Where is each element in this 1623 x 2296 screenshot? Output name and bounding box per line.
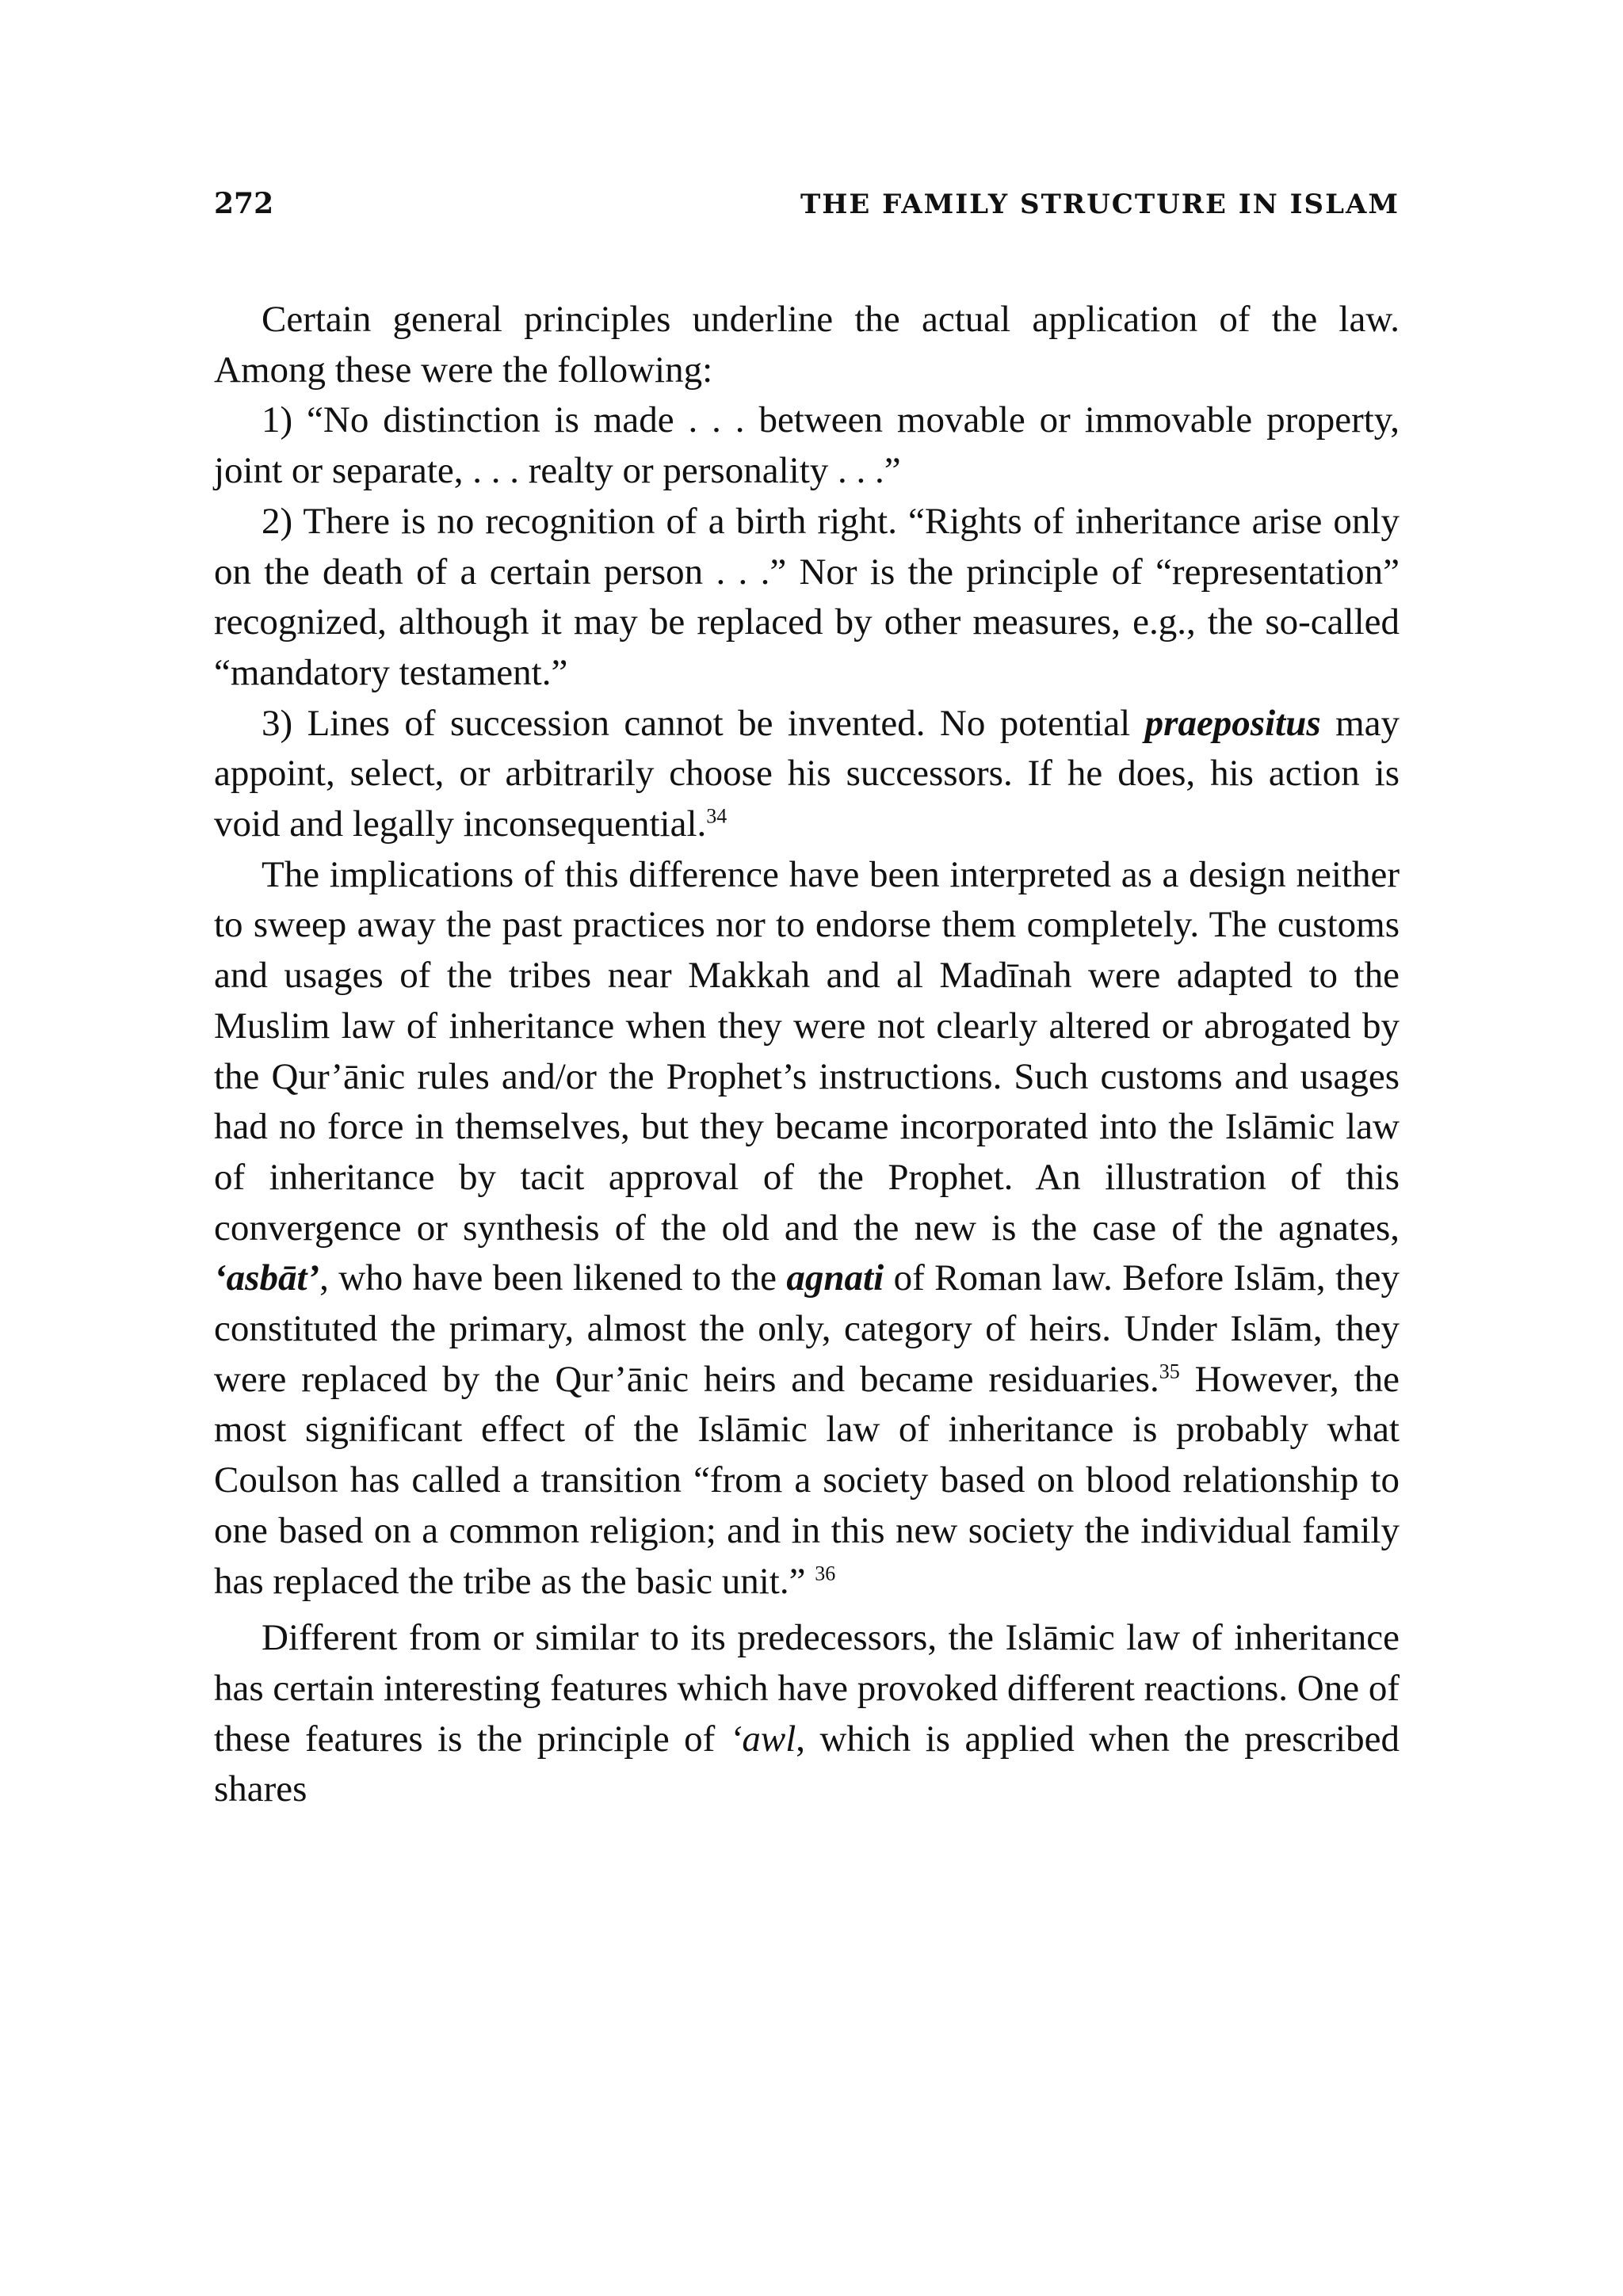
italic-term-asbat: ‘asbāt’ bbox=[214, 1257, 320, 1299]
book-page bbox=[214, 187, 1400, 1815]
list-item-2: 2) There is no recognition of a birth right. “Rights of inheritance arise only on the death of a certain person . . .” Nor is the principle of “representation” recognized, although it may be replaced by other measures, e.g., the so-called “mandatory testament.” bbox=[214, 500, 1400, 693]
italic-term-agnati: agnati bbox=[786, 1257, 884, 1299]
list-item-3-lead: 3) Lines of succession cannot be invented. No potential bbox=[262, 702, 1145, 744]
paragraph-implications-b: , who have been likened to the bbox=[319, 1257, 787, 1299]
italic-term-praepositus: praepositus bbox=[1144, 702, 1321, 744]
paragraph-awl-a: Different from or similar to its predecessors, the Islāmic law of inheritance has certain interesting features which have provoked different reactions. One of these features is the principle of bbox=[214, 1617, 1400, 1760]
footnote-ref-35: 35 bbox=[1159, 1360, 1180, 1383]
page-number: 272 bbox=[214, 187, 274, 220]
running-header bbox=[214, 187, 1400, 235]
italic-term-awl: ‘awl bbox=[729, 1718, 796, 1760]
paragraph-intro: Certain general principles underline the actual application of the law. Among these were the following: bbox=[214, 299, 1400, 391]
footnote-ref-36: 36 bbox=[815, 1561, 836, 1585]
paragraph-implications-c: of Roman law. Before Islām, they constituted the primary, almost the only, category of heirs. Under Islām, they were replaced by the Qur’ānic heirs and became residuaries. bbox=[214, 1257, 1400, 1400]
paragraph-implications-d: However, the most significant effect of the Islāmic law of inheritance is probably what Coulson has called a transition “from a society based on blood relationship to one based on a common religion; and in this new society the individual family has replaced the tribe as the basic unit.” bbox=[214, 1358, 1400, 1602]
running-title: THE FAMILY STRUCTURE IN ISLAM bbox=[800, 189, 1400, 220]
footnote-ref-34: 34 bbox=[706, 804, 727, 828]
paragraph-implications-a: The implications of this difference have been interpreted as a design neither to sweep away the past practices nor to endorse them completely. The customs and usages of the tribes near Makkah and al Madīnah were adapted to the Muslim law of inheritance when they were not clearly altered or abrogated by the Qur’ānic rules and/or the Prophet’s instructions. Such customs and usages had no force in themselves, but they became incorporated into the Islāmic law of inheritance by tacit approval of the Prophet. An illustration of this convergence or synthesis of the old and the new is the case of the agnates, bbox=[214, 853, 1400, 1249]
paragraph-awl-b: , which is applied when the prescribed shares bbox=[214, 1718, 1400, 1810]
paragraph-implications bbox=[214, 850, 1400, 1608]
body-text bbox=[214, 295, 1400, 1815]
list-item-3 bbox=[214, 699, 1400, 850]
paragraph-awl bbox=[214, 1613, 1400, 1815]
list-item-1: 1) “No distinction is made . . . between movable or immovable property, joint or separate, . . . realty or personality . . .” bbox=[214, 399, 1400, 492]
list-item-3-rest: may appoint, select, or arbitrarily choose his successors. If he does, his action is void and legally inconsequential. bbox=[214, 702, 1400, 845]
